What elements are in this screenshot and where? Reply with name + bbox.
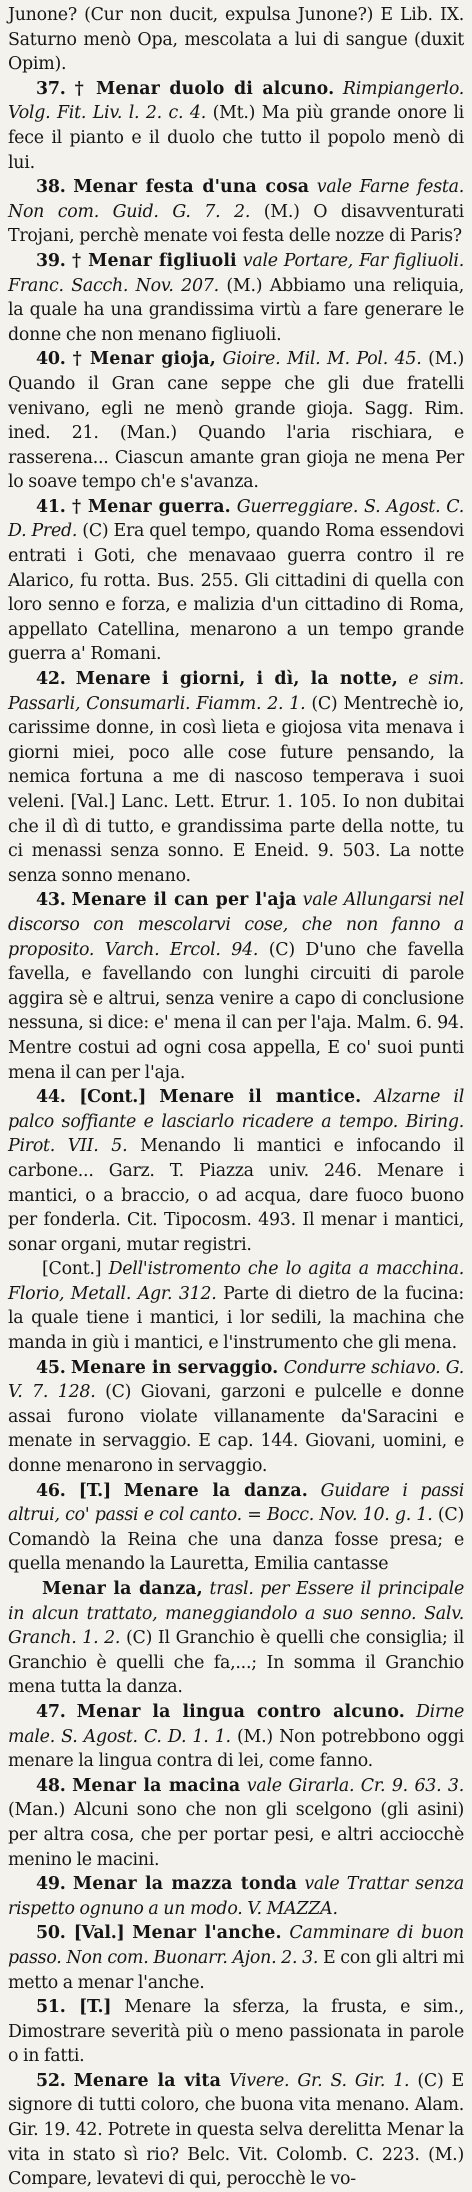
entry-number: 39. †	[36, 250, 83, 271]
entry-46	[8, 1479, 464, 1577]
entry-definition: vale Portare, Far figliuoli. Franc. Sacch. Nov. 207.	[8, 250, 464, 296]
entry-number: 51. [T.]	[36, 1997, 112, 2018]
entry-text: (M.) Abbiamo una reliquia, la quale ha una grandissima virtù a fare generare le donne che non menano figliuoli.	[8, 275, 464, 345]
entry-text: (C) E signore di tutti coloro, che buona vita menano. Alam. Gir. 19. 42. Potrete in questa selva derelitta Menar la vita in stato sì rio? Belc. Vit. Colomb. C. 223. (M.) Compare, levatevi di qui, perocchè le vo-	[8, 2070, 465, 2190]
entry-number: [Cont.]	[42, 1259, 102, 1280]
entry-headword: Menar la danza,	[42, 1579, 203, 1599]
entry-number: 40. †	[36, 349, 84, 370]
entry-44	[8, 1085, 464, 1257]
entry-text: (C) Mentrechè io, carissime donne, in così lieta e giojosa vita menava i giorni miei, poco alle cose future pensando, la nemica fortuna a me di nascoso temperava i suoi veleni. [Val.] Lanc. Lett. Etrur. 1. 105. Io non dubitai che il dì di tutto, e grandissima parte della notte, tu ci menassi senza sonno. E Eneid. 9. 503. La notte senza sonno menano.	[8, 693, 465, 886]
entry-text: (M.) O disavventurati Trojani, perchè menate voi festa delle nozze di Paris?	[8, 201, 464, 247]
entry-definition: Rimpiangerlo. Volg. Fit. Liv. l. 2. c. 4.	[8, 78, 465, 124]
entry-number: 41. †	[36, 496, 82, 517]
entry-headword: Menar l'anche.	[132, 1923, 282, 1944]
entry-definition: Dell'istromento che lo agita a macchina. Florio, Metall. Agr. 312.	[8, 1259, 465, 1304]
entry-51	[8, 1995, 464, 2069]
entry-definition: Camminare di buon passo. Non com. Buonarr. Ajon. 2. 3.	[8, 1923, 465, 1968]
entry-48	[8, 1774, 464, 1872]
entry-42	[8, 667, 464, 888]
entry-text: Junone? (Cur non ducit, expulsa Junone?) E Lib. IX. Saturno menò Opa, mescolata a lui di sangue (duxit Opim).	[8, 5, 464, 75]
entry-number: 43.	[36, 890, 66, 911]
entry-definition: Alzarne il palco soffiante e lasciarlo ricadere a tempo. Biring. Pirot. VII. 5.	[8, 1087, 465, 1157]
entry-text: Menando li mantici e infocando il carbone... Garz. T. Piazza univ. 246. Menare i mantici, o a braccio, o ad acqua, dare fuoco buono per fonderla. Cit. Tipocosm. 493. Il menar i mantici, sonar organi, mutar registri.	[8, 1136, 465, 1255]
entry-headword: Menar festa d'una cosa	[73, 177, 310, 198]
entry-definition: e sim. Passarli, Consumarli. Fiamm. 2. 1.	[8, 669, 465, 714]
entry-number: 48.	[36, 1775, 66, 1796]
entry-headword: Menar la macina	[72, 1775, 241, 1796]
entry-43	[8, 888, 464, 1085]
entry-38	[8, 175, 464, 249]
entry-number: 45.	[36, 1357, 66, 1378]
entry-text: Parte di dietro de la fucina: la quale tiene i mantici, i lor sedili, la machina che manda in giù i mantici, e l'instrumento che gli mena.	[8, 1283, 464, 1354]
entry-headword: Menar guerra.	[87, 496, 231, 517]
entry-text: E con gli altri mi metto a menar l'anche.	[8, 1947, 465, 1993]
entry-39	[8, 249, 464, 347]
entry-definition: Condurre schiavo. G. V. 7. 128.	[8, 1357, 465, 1403]
entry-headword: Menar gioja,	[89, 349, 216, 370]
entry-definition: Gioire. Mil. M. Pol. 45.	[222, 349, 422, 370]
entry-49	[8, 1872, 464, 1921]
entry-definition: Dirne male. S. Agost. C. D. 1. 1.	[8, 1701, 465, 1747]
entry-headword: Menare in servaggio.	[70, 1357, 279, 1378]
entry-definition: Guerreggiare. S. Agost. C. D. Pred.	[8, 496, 465, 542]
entry-headword: Menar la lingua contro alcuno.	[76, 1701, 405, 1722]
entry-definition: vale Allungarsi nel discorso con mescolarvi cose, che non fanno a proposito. Varch. Ercol. 94.	[8, 890, 465, 960]
entry-text: (M.) Non potrebbono oggi menare la lingua contra di lei, come fanno.	[8, 1726, 464, 1772]
entry-44-sub	[8, 1257, 464, 1355]
entry-number: 46. [T.]	[36, 1480, 111, 1501]
entry-definition: trasl. per Essere il principale in alcun trattato, maneggiandolo a suo senno. Salv. Granch. 1. 2.	[8, 1579, 465, 1649]
entry-number: 38.	[36, 177, 66, 198]
entry-41	[8, 495, 464, 667]
entry-46-sub	[8, 1577, 464, 1700]
entry-number: 52.	[36, 2070, 66, 2091]
entry-definition: vale Girarla. Cr. 9. 63. 3.	[246, 1775, 465, 1796]
entry-37	[8, 77, 464, 175]
entry-number: 49.	[36, 1874, 66, 1895]
entry-headword: Menare la danza.	[123, 1480, 308, 1501]
entry-text: (C) D'uno che favella favella, e favellando con lunghi circuiti di parole aggira sè e altrui, senza venire a capo di conclusione nessuna, si dice: e' mena il can per l'aja. Malm. 6. 94. Mentre costui ad ogni cosa appella, E co' suoi punti mena il can per l'aja.	[8, 939, 465, 1083]
entry-text: (C) Comandò la Reina che una danza fosse presa; e quella menando la Lauretta, Emilia cantasse	[8, 1505, 465, 1575]
entry-headword: Menare i giorni, i dì, la notte,	[75, 669, 398, 690]
entry-40	[8, 347, 464, 495]
entry-headword: Menar la mazza tonda	[72, 1874, 297, 1895]
entry-50	[8, 1921, 464, 1995]
entry-definition: vale Farne festa. Non com. Guid. G. 7. 2.	[8, 177, 465, 222]
entry-continuation	[8, 3, 464, 77]
entry-number: 47.	[36, 1701, 66, 1722]
entry-45	[8, 1356, 464, 1479]
entry-headword: Menar figliuoli	[88, 250, 237, 271]
entry-headword: Menar duolo di alcuno.	[95, 78, 335, 99]
entry-headword: Menare il can per l'aja	[71, 890, 297, 911]
entry-number: 42.	[36, 669, 66, 690]
entry-headword: Menare la vita	[73, 2070, 221, 2091]
entry-headword: Menare il mantice.	[159, 1087, 362, 1108]
entry-text: (C) Era quel tempo, quando Roma essendovi entrati i Goti, che menavaao guerra contro il re Alarico, fu rotta. Bus. 255. Gli cittadini di quella con loro senno e forza, e malizia d'un cittadino di Roma, appellato Catellina, menarono a un tempo grande guerra a' Romani.	[8, 521, 464, 665]
entry-text: (C) Il Granchio è quelli che consiglia; il Granchio è quelli che fa,...; In somma il Granchio mena tutta la danza.	[8, 1628, 465, 1698]
entry-52	[8, 2069, 464, 2192]
entry-text: (C) Giovani, garzoni e pulcelle e donne assai furono violate villanamente da'Saracini e menate in servaggio. E cap. 144. Giovani, uomini, e donne menarono in servaggio.	[8, 1382, 464, 1477]
entry-47	[8, 1700, 464, 1774]
entry-text: (M.) Quando il Gran cane seppe che gli due fratelli venivano, egli ne menò grande gioja. Sagg. Rim. ined. 21. (Man.) Quando l'aria rischiara, e rasserena... Ciascun amante gran gioja ne mena Per lo soave tempo ch'e s'avanza.	[8, 349, 465, 493]
entry-number: 44. [Cont.]	[36, 1087, 147, 1108]
entry-definition: vale Trattar senza rispetto ognuno a un modo. V. MAZZA.	[8, 1874, 465, 1919]
entry-number: 37. †	[36, 78, 88, 99]
entry-definition: Vivere. Gr. S. Gir. 1.	[228, 2070, 410, 2091]
entry-number: 50. [Val.]	[36, 1923, 125, 1944]
entry-text: (Man.) Alcuni sono che non gli scelgono (gli asini) per altra cosa, che per portar pesi, e altri acciocchè menino le macini.	[8, 1800, 464, 1870]
entry-definition: Guidare i passi altrui, co' passi e col canto. = Bocc. Nov. 10. g. 1.	[8, 1480, 465, 1526]
entry-text: Menare la sferza, la frusta, e sim., Dimostrare severità più o meno passionata in parole o in fatti.	[8, 1997, 464, 2067]
entry-text: (Mt.) Ma più grande onore li fece il pianto e il duolo che tutto il popolo menò di lui.	[8, 103, 464, 173]
